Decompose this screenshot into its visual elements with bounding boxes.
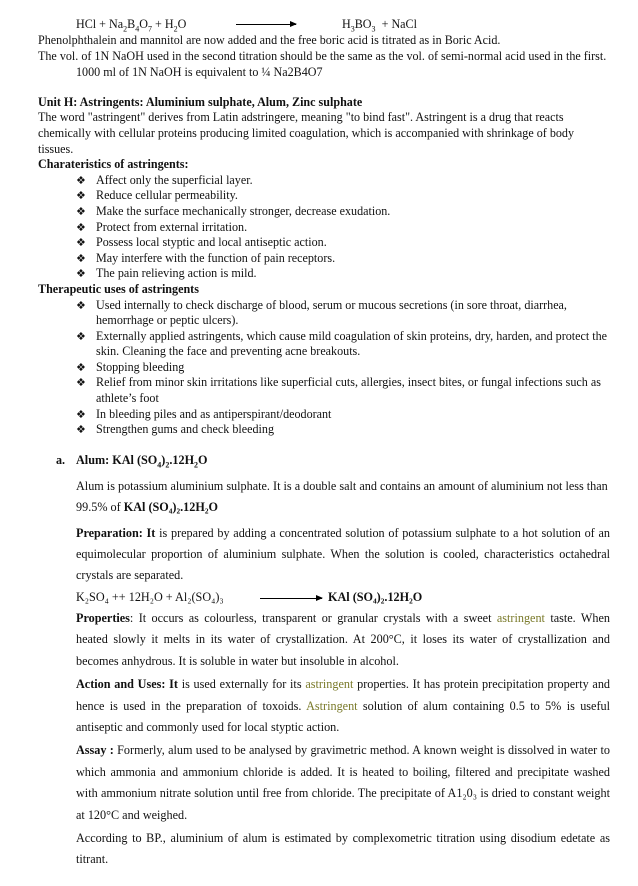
characteristics-heading: Charateristics of astringents: bbox=[38, 157, 189, 172]
reaction-arrow-2 bbox=[260, 598, 322, 599]
list-item: ❖ The pain relieving action is mild. bbox=[76, 266, 610, 282]
alum-description: Alum is potassium aluminium sulphate. It is a double salt and contains an amount of aluminium not less than 99.5% of KAl (SO₄)₂.12H₂O bbox=[76, 478, 608, 515]
list-item: ❖ Stopping bleeding bbox=[76, 360, 610, 376]
equation-1-rhs: $H_3BO_3$ + NaCl bbox=[342, 17, 417, 34]
characteristics-list bbox=[38, 173, 610, 282]
intro-line-2: The vol. of 1N NaOH used in the second titration should be the same as the vol. of semi-normal acid used in the first. bbox=[38, 48, 607, 63]
therapeutic-heading: Therapeutic uses of astringents bbox=[38, 281, 199, 296]
reaction-arrow bbox=[236, 24, 296, 25]
unit-heading: Unit H: Astringents: Aluminium sulphate, Alum, Zinc sulphate bbox=[38, 94, 363, 109]
list-item: ❖ In bleeding piles and as antiperspirant/deodorant bbox=[76, 407, 610, 423]
intro-line-1: Phenolphthalein and mannitol are now added and the free boric acid is titrated as in Boric Acid. bbox=[38, 33, 501, 47]
list-item: ❖ Possess local styptic and local antiseptic action. bbox=[76, 235, 610, 251]
equation-1-lhs: HCl + $Na_2B_4O_7 + H_2O$ bbox=[76, 17, 187, 34]
list-item: ❖ May interfere with the function of pain receptors. bbox=[76, 251, 610, 267]
action-uses-paragraph: Action and Uses: It is used externally for its astringent properties. It has protein precipitation property and hence is used in the preparation of toxoids. Astringent solution of alum containing 0.5 to 5% is useful antiseptic and commonly used for local styptic action. bbox=[76, 677, 611, 734]
list-item: ❖ Strengthen gums and check bleeding bbox=[76, 422, 610, 438]
equivalence-line: 1000 ml of 1N NaOH is equivalent to ¼ Na2B4O7 bbox=[76, 65, 323, 80]
list-item: ❖ Make the surface mechanically stronger, decrease exudation. bbox=[76, 204, 610, 220]
top-section bbox=[38, 33, 610, 438]
alum-heading: Alum: KAl $(SO_4)_2.12H_2O$ bbox=[76, 453, 208, 470]
bp-paragraph: According to BP., aluminium of alum is estimated by complexometric titration using disodium edetate as titrant. bbox=[76, 830, 610, 867]
list-item: ❖ Protect from external irritation. bbox=[76, 220, 610, 236]
preparation-paragraph: Preparation: It is prepared by adding a concentrated solution of potassium sulphate to a hot solution of an equimolecular proportion of aluminium sulphate. When the solution is cooled, characteristics octahedral crystals are separated. bbox=[76, 525, 610, 583]
list-item: ❖ Reduce cellular permeability. bbox=[76, 188, 610, 204]
list-item: ❖ Affect only the superficial layer. bbox=[76, 173, 610, 189]
alum-section bbox=[76, 450, 610, 871]
astringent-definition: The word "astringent" derives from Latin adstringere, meaning "to bind fast". Astringent is a drug that reacts chemically with cellular proteins producing limited coagulation, which is accompanied with shrinkage of body tissues. bbox=[38, 110, 575, 156]
equation-2: K₂SO₄ ++ 12H₂O + Al₂(SO₄)₃ KAl (SO₄)₂.12H₂O bbox=[76, 589, 423, 604]
list-item: ❖ Used internally to check discharge of blood, serum or mucous secretions (in sore throat, diarrhea, hemorrhage or peptic ulcers). bbox=[76, 298, 610, 329]
properties-paragraph: Properties: It occurs as colourless, transparent or granular crystals with a sweet astringent taste. When heated slowly it melts in its water of crystallization. At 200°C, it loses its water of crystallization and becomes anhydrous. It is soluble in water but insoluble in alcohol. bbox=[76, 610, 610, 668]
list-item: ❖ Relief from minor skin irritations like superficial cuts, allergies, insect bites, or fungal infections such as athlete’s foot bbox=[76, 375, 610, 406]
assay-paragraph: Assay : Formerly, alum used to be analysed by gravimetric method. A known weight is dissolved in water to which ammonia and ammonium chloride is added. It is heated to boiling, filtered and precipitate washed with ammonium nitrate solution until free from chloride. The precipitate of A1₂0₃ is dried to constant weight at 120°C and weighed. bbox=[76, 743, 610, 822]
section-marker: a. bbox=[56, 453, 66, 467]
list-item: ❖ Externally applied astringents, which cause mild coagulation of skin proteins, dry, harden, and protect the skin. Cleaning the face and preventing acne breakouts. bbox=[76, 329, 610, 360]
therapeutic-list bbox=[38, 298, 610, 438]
